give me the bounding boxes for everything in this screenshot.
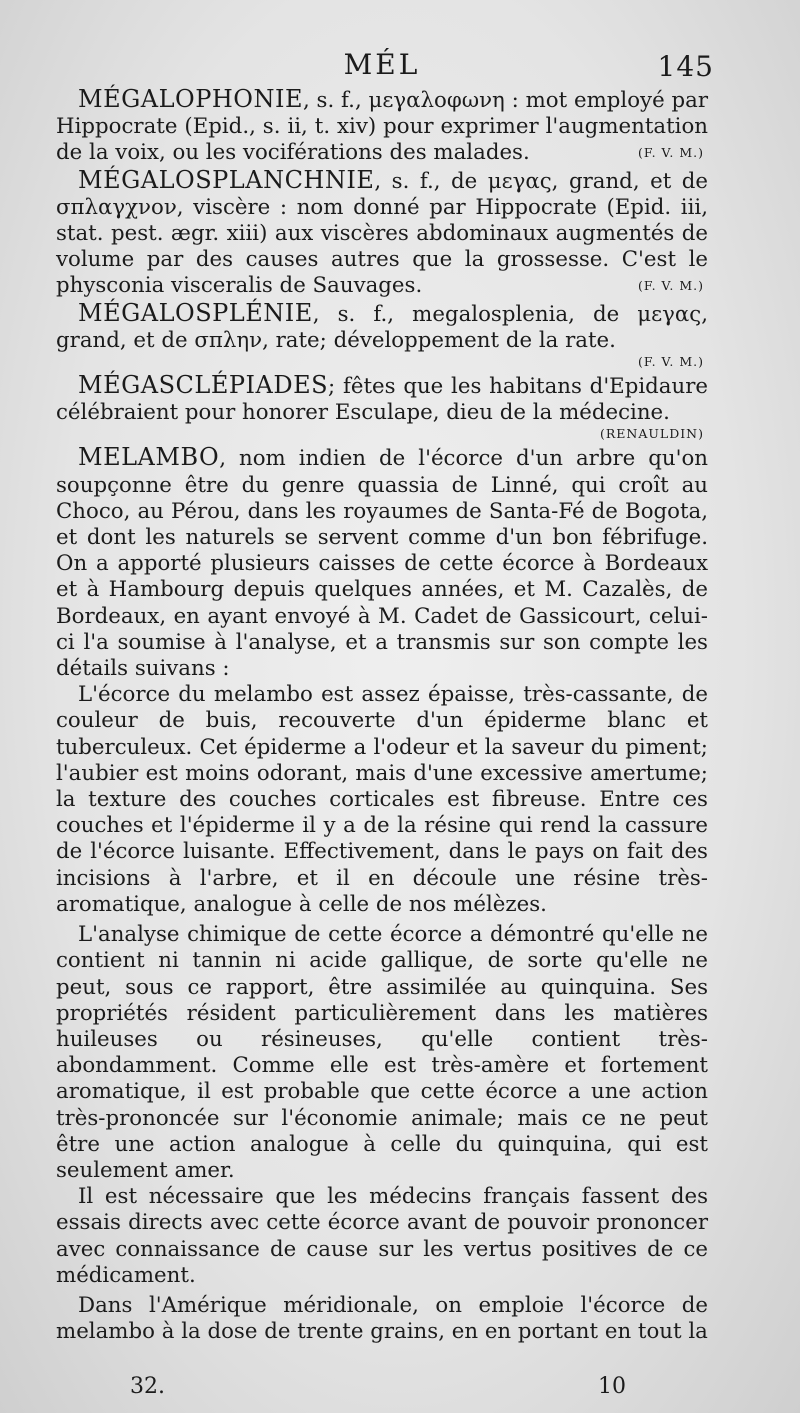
page-number: 145 (657, 50, 714, 83)
volume-number: 32. (130, 1374, 165, 1399)
entry-text: , s. f., megalosplenia, de μεγας, grand, et de σπλην, rate; développement de la rate. (56, 301, 708, 353)
entry-text: ; fêtes que les habitans d'Epidaure célébraient pour honorer Esculape, dieu de la médecine. (56, 374, 708, 426)
entry-signature: (F. V. M.) (638, 278, 704, 294)
entry-text: , nom indien de l'écorce d'un arbre qu'on soupçonne être du genre quassia de Linné, qui croît au Choco, au Pérou, dans les royaumes de Santa-Fé de Bogota, et dont les naturels se servent comme d'un bon fébrifuge. On a apporté plusieurs caisses de cette écorce à Bordeaux et à Hambourg depuis quelques années, et M. Cazalès, de Bordeaux, en ayant envoyé à M. Cadet de Gassicourt, celui-ci l'a soumise à l'analyse, et a transmis sur son compte les détails suivans : (56, 446, 708, 682)
entry-megalosplenie (56, 300, 708, 354)
entry-megalophonie (56, 86, 708, 167)
entry-megasclepiades (56, 372, 708, 426)
entry-signature: (RENAULDIN) (600, 426, 704, 442)
entry-melambo (56, 444, 708, 682)
melambo-paragraph: Dans l'Amérique méridionale, on emploie l'écorce de melambo à la dose de trente grains, en en portant en tout la (56, 1292, 708, 1345)
entry-head: MÉGALOPHONIE (78, 85, 303, 113)
running-title: MÉL (343, 48, 421, 81)
entry-head: MÉGALOSPLANCHNIE (78, 165, 375, 194)
melambo-paragraph: L'écorce du melambo est assez épaisse, très-cassante, de couleur de buis, recouverte d'un épiderme blanc et tuberculeux. Cet épiderme a l'odeur et la saveur du piment; l'aubier est moins odorant, mais d'une excessive amertume; la texture des couches corticales est fibreuse. Entre ces couches et l'épiderme il y a de la résine qui rend la cassure de l'écorce luisante. Effectivement, dans le pays on fait des incisions à l'arbre, et il en découle une résine très-aromatique, analogue à celle de nos mélèzes. (56, 682, 708, 917)
melambo-paragraph: L'analyse chimique de cette écorce a démontré qu'elle ne contient ni tannin ni acide gallique, de sorte qu'elle ne peut, sous ce rapport, être assimilée au quinquina. Ses propriétés résident particulièrement dans les matières huileuses ou résineuses, qu'elle contient très-abondamment. Comme elle est très-amère et fortement aromatique, il est probable que cette écorce a une action très-prononcée sur l'économie animale; mais ce ne peut être une action analogue à celle du quinquina, qui est seulement amer. (56, 922, 708, 1183)
signature-mark: 10 (598, 1374, 626, 1399)
entry-signature: (F. V. M.) (638, 354, 704, 370)
entry-text: , s. f., de μεγας, grand, et de σπλαγχνον, viscère : nom donné par Hippocrate (Epid. iii, stat. pest. ægr. xiii) aux viscères abdominaux augmentés de volume par des causes autres que la grossesse. C'est le physconia visceralis de Sauvages. (56, 168, 708, 299)
melambo-paragraph: Il est nécessaire que les médecins français fassent des essais directs avec cette écorce avant de pouvoir prononcer avec connaissance de cause sur les vertus positives de ce médicament. (56, 1184, 708, 1288)
entry-text: , s. f., μεγαλοφωνη : mot employé par Hippocrate (Epid., s. ii, t. xiv) pour exprimer l'augmentation de la voix, ou les vociférations des malades. (56, 88, 708, 166)
entry-signature: (F. V. M.) (638, 145, 704, 161)
running-head (56, 46, 714, 86)
entry-head: MELAMBO (78, 443, 220, 472)
entry-megalosplanchnie (56, 167, 708, 300)
page-body (56, 86, 708, 1345)
entry-head: MÉGASCLÉPIADES (78, 371, 329, 400)
entry-head: MÉGALOSPLÉNIE (78, 298, 313, 327)
